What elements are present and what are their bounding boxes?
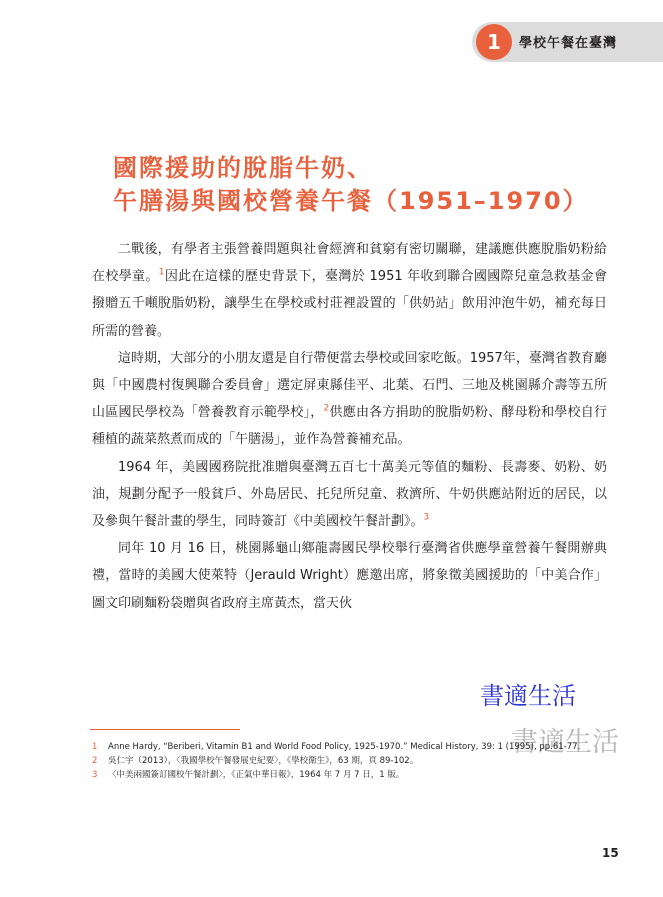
footnote (92, 768, 612, 782)
paragraph (92, 535, 607, 617)
footnote-number: 2 (92, 756, 98, 766)
paragraph-text: 同年 10 月 16 日，桃園縣龜山鄉龍壽國民學校舉行臺灣省供應學童營養午餐開辦典禮，當時的美國大使萊特（Jerauld Wright）應邀出席，將象徵美國援助的「中美合作」圖文印刷麵粉袋贈與省政府主席黃杰，當天伙 (92, 541, 607, 611)
paragraph-text: 二戰後，有學者主張營養問題與社會經濟和貧窮有密切關聯，建議應供應脫脂奶粉給在校學童。 (92, 242, 607, 285)
footnote-text: 吳仁宇（2013），〈我國學校午餐發展史紀要〉，《學校衛生》，63 期，頁 89-102。 (108, 756, 419, 766)
watermark-blue: 書適生活 (480, 682, 576, 710)
chapter-title: 學校午餐在臺灣 (519, 36, 618, 51)
paragraph-text: 這時期，大部分的小朋友還是自行帶便當去學校或回家吃飯。1957年，臺灣省教育廳與「中國農村復興聯合委員會」選定屏東縣佳平、北葉、石門、三地及桃園縣介壽等五所山區國民學校為「營養教育示範學校」， (92, 350, 607, 421)
body-text (92, 236, 607, 617)
watermark-grey: 書適生活 (511, 727, 619, 758)
chapter-number-badge: 1 (476, 24, 512, 60)
paragraph (92, 454, 607, 536)
section-title-line-2: 午膳湯與國校營養午餐（1951–1970） (113, 187, 589, 215)
footnotes (92, 740, 612, 782)
section-title-line-1: 國際援助的脫脂牛奶、 (113, 154, 373, 182)
footnote-number: 1 (92, 742, 98, 752)
footnote-text: 〈中美兩國簽訂國校午餐計劃〉，《正氣中華日報》，1964 年 7 月 7 日，1 版。 (108, 770, 405, 780)
paragraph-text: 1964 年，美國國務院批准贈與臺灣五百七十萬美元等值的麵粉、長壽麥、奶粉、奶油，規劃分配予一般貧戶、外島居民、托兒所兒童、救濟所、牛奶供應站附近的居民，以及參與午餐計畫的學生，同時簽訂《中美國校午餐計劃》。 (92, 459, 607, 530)
paragraph (92, 345, 607, 454)
paragraph-text: 供應由各方捐助的脫脂奶粉、酵母粉和學校自行種植的蔬菜熬煮而成的「午膳湯」，並作為營養補充品。 (92, 405, 607, 448)
paragraph-text: 因此在這樣的歷史背景下，臺灣於 1951 年收到聯合國國際兒童急救基金會撥贈五千噸脫脂奶粉，讓學生在學校或村莊裡設置的「供奶站」飲用沖泡牛奶，補充每日所需的營養。 (92, 269, 607, 339)
page-number: 15 (602, 846, 619, 860)
footnote-ref[interactable]: 3 (423, 512, 430, 523)
footnote-divider (90, 729, 240, 730)
footnote (92, 754, 612, 768)
paragraph (92, 236, 607, 345)
footnote-ref[interactable]: 2 (323, 403, 330, 414)
footnote-ref[interactable]: 1 (158, 267, 165, 278)
footnote (92, 740, 612, 754)
footnote-text: Anne Hardy, “Beriberi, Vitamin B1 and World Food Policy, 1925-1970.” Medical History, 39: 1 (1995), pp.61-77. (108, 742, 581, 752)
footnote-number: 3 (92, 770, 98, 780)
